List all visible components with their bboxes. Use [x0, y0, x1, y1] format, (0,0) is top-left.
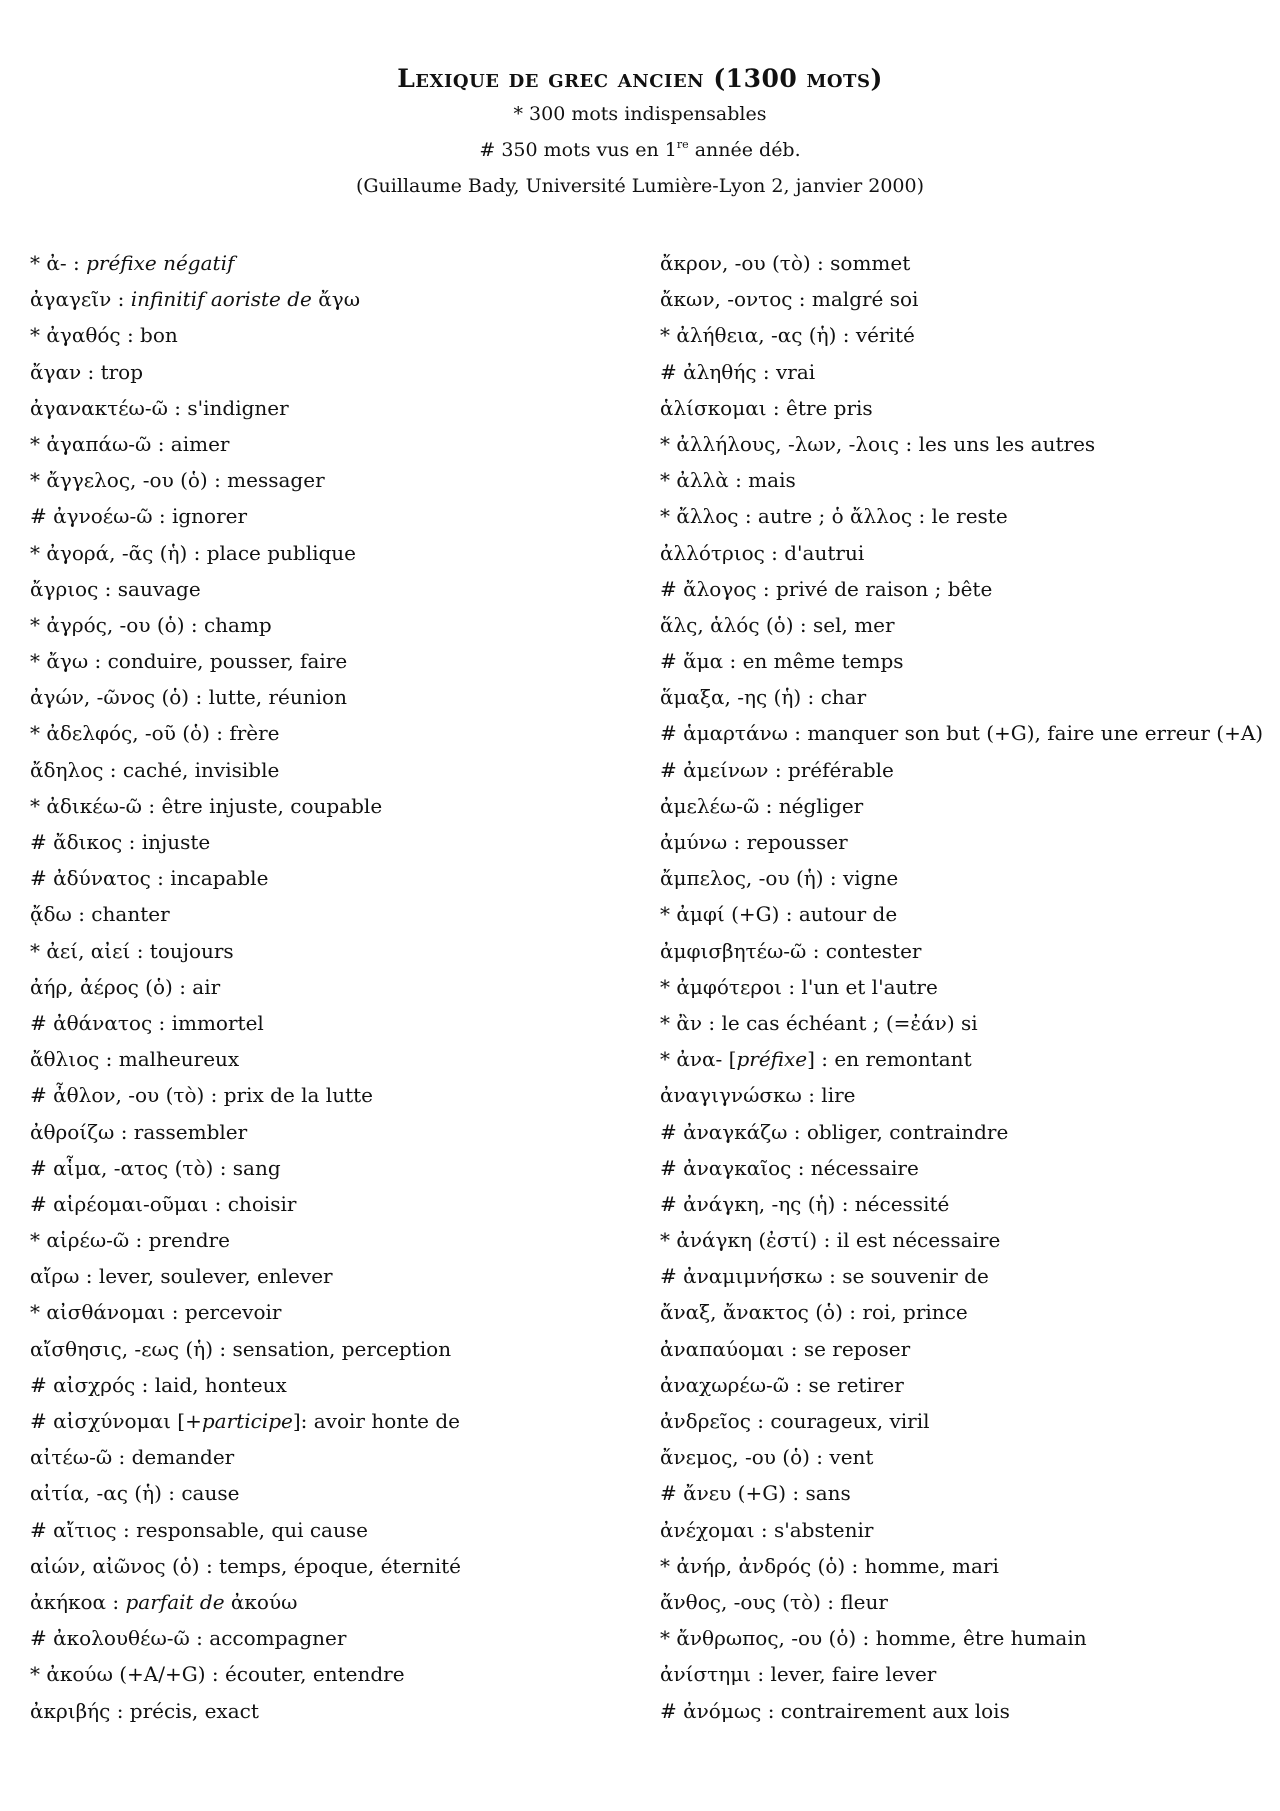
first-year-marker: #: [660, 1698, 684, 1723]
hash-legend-suffix: année déb.: [688, 139, 801, 161]
entry-text: ἀμύνω : repousser: [660, 830, 848, 854]
entry-text: ἀναμιμνήσκω : se souvenir de: [683, 1264, 989, 1289]
entry-text: ἀνα- [: [676, 1047, 737, 1072]
entry-text: ἂν : le cas échéant ; (=ἐάν) si: [676, 1010, 978, 1035]
lexicon-entry: [30, 1005, 630, 1041]
lexicon-entry: [660, 1005, 1260, 1041]
entry-text: ἀγαγεῖν :: [30, 287, 131, 312]
lexicon-entry: [30, 1548, 630, 1584]
lexicon-entry: [30, 715, 630, 751]
entry-text: ἄθλιος : malheureux: [30, 1047, 240, 1072]
entry-text: αἱρέομαι-οῦμαι : choisir: [53, 1191, 297, 1216]
entry-text: ἀνδρεῖος : courageux, viril: [660, 1409, 930, 1433]
entry-text: ἄναξ, ἄνακτος (ὁ) : roi, prince: [660, 1300, 968, 1325]
first-year-marker: #: [660, 1155, 684, 1180]
essential-marker: *: [660, 323, 677, 348]
lexicon-entry: [30, 390, 630, 426]
entry-text: ἀλήθεια, -ας (ἡ) : vérité: [676, 323, 915, 348]
entry-text: ἀναγκαῖος : nécessaire: [683, 1155, 919, 1180]
entry-text: ἅλς, ἁλός (ὁ) : sel, mer: [660, 612, 895, 637]
lexicon-entry: [660, 1077, 1260, 1113]
lexicon-entry: [660, 1620, 1260, 1656]
lexicon-entry: [660, 1548, 1260, 1584]
entry-text: ἀνάγκη, -ης (ἡ) : nécessité: [683, 1191, 950, 1216]
entry-text: ἄγω : conduire, pousser, faire: [46, 649, 348, 674]
entry-text: ἀμείνων : préférable: [683, 757, 894, 782]
essential-marker: *: [660, 974, 677, 999]
lexicon-entry: [660, 1331, 1260, 1367]
subtitle-star-legend: * 300 mots indispensables: [513, 103, 767, 125]
essential-marker: *: [30, 431, 47, 456]
entry-text: ἀναχωρέω-ῶ : se retirer: [660, 1372, 904, 1397]
lexicon-entry: [660, 715, 1264, 751]
lexicon-entry: [30, 1403, 630, 1439]
entry-text: ἀλλότριος : d'autrui: [660, 540, 865, 565]
entry-text: ἀνάγκη (ἐστί) : il est nécessaire: [676, 1228, 1001, 1253]
lexicon-entry: [30, 1222, 630, 1258]
entry-text: αἰτία, -ας (ἡ) : cause: [30, 1481, 240, 1506]
lexicon-entry: [30, 1186, 630, 1222]
entry-text: ἀνίστημι : lever, faire lever: [660, 1662, 937, 1687]
lexicon-entry: [660, 281, 1260, 317]
first-year-marker: #: [30, 1010, 54, 1035]
entry-text: ἀναγιγνώσκω : lire: [660, 1083, 856, 1108]
essential-marker: *: [660, 902, 677, 927]
hash-legend-text: # 350 mots vus en 1: [479, 139, 677, 161]
lexicon-entry: [30, 860, 630, 896]
lexicon-entry: [660, 1150, 1260, 1186]
lexicon-entry: [660, 1584, 1260, 1620]
lexicon-entry: [30, 1367, 630, 1403]
first-year-marker: #: [30, 866, 54, 891]
entry-text: ἅμαξα, -ης (ἡ) : char: [660, 685, 867, 710]
lexicon-entry: [30, 1620, 630, 1656]
lexicon-entry: [30, 245, 630, 281]
entry-text: ἀμελέω-ῶ : négliger: [660, 793, 864, 818]
essential-marker: *: [30, 793, 47, 818]
entry-text: ἄλλος : autre ; ὁ ἄλλος : le reste: [676, 504, 1008, 529]
entry-text: ἀλλὰ : mais: [676, 468, 796, 493]
entry-text: ἄνευ (+G) : sans: [683, 1481, 851, 1506]
entry-text: ἀθάνατος : immortel: [53, 1010, 264, 1035]
entry-text: ἀγαπάω-ῶ : aimer: [46, 431, 230, 456]
entry-text-tail: ἀκούω: [224, 1589, 298, 1614]
entry-text: ἀγαθός : bon: [46, 323, 178, 348]
lexicon-entry: [660, 571, 1260, 607]
lexicon-entry: [660, 788, 1260, 824]
entry-text: ἀκριβής : précis, exact: [30, 1698, 259, 1723]
essential-marker: *: [660, 1553, 677, 1578]
lexicon-entry: [30, 462, 630, 498]
entry-text-tail: ]: avoir honte de: [292, 1409, 460, 1433]
entry-text: αἰσχρός : laid, honteux: [53, 1372, 287, 1397]
first-year-marker: #: [30, 1083, 54, 1108]
lexicon-entry: [660, 1294, 1260, 1330]
first-year-marker: #: [30, 1372, 54, 1397]
entry-text: ἄνεμος, -ου (ὁ) : vent: [660, 1445, 874, 1470]
entry-text: ἄδικος : injuste: [53, 830, 211, 854]
entry-text-tail: ἄγω: [311, 287, 361, 312]
lexicon-entry: [660, 1186, 1260, 1222]
lexicon-entry: [660, 1512, 1260, 1548]
entry-text: ἀδελφός, -οῦ (ὁ) : frère: [46, 721, 280, 746]
entry-text: αἰσχύνομαι [+: [53, 1409, 202, 1433]
entry-text: ἀναπαύομαι : se reposer: [660, 1336, 911, 1361]
first-year-marker: #: [660, 649, 684, 674]
entry-italic-note: parfait de: [125, 1589, 225, 1614]
entry-text: ἀδικέω-ῶ : être injuste, coupable: [46, 793, 383, 818]
entry-text: ἀληθής : vrai: [683, 359, 816, 384]
entry-text: ἄγαν : trop: [30, 359, 144, 384]
entry-text: ἀκήκοα :: [30, 1589, 126, 1614]
entry-text: ἀνόμως : contrairement aux lois: [683, 1698, 1010, 1723]
entry-text: ἄλογος : privé de raison ; bête: [683, 576, 993, 601]
lexicon-entry: [660, 245, 1260, 281]
entry-text: αἴσθησις, -εως (ἡ) : sensation, perception: [30, 1336, 452, 1361]
lexicon-entry: [30, 1656, 630, 1692]
lexicon-entry: [660, 643, 1260, 679]
entry-text: αἴτιος : responsable, qui cause: [53, 1517, 368, 1542]
lexicon-entry: [30, 354, 630, 390]
lexicon-entry: [30, 824, 630, 860]
entry-text: αἱρέω-ῶ : prendre: [46, 1228, 230, 1253]
lexicon-entry: [30, 1439, 630, 1475]
entry-text: ἀναγκάζω : obliger, contraindre: [683, 1119, 1009, 1144]
entry-text: ἀκολουθέω-ῶ : accompagner: [53, 1626, 347, 1651]
entry-text: αἴρω : lever, soulever, enlever: [30, 1264, 333, 1289]
first-year-marker: #: [660, 721, 684, 746]
entry-text: ἄγγελος, -ου (ὁ) : messager: [46, 468, 325, 493]
lexicon-entry: [30, 752, 630, 788]
lexicon-entry: [660, 1439, 1260, 1475]
ordinal-superscript: re: [676, 138, 689, 151]
lexicon-entry: [660, 1258, 1260, 1294]
entry-text: ἀγορά, -ᾶς (ἡ) : place publique: [46, 540, 357, 565]
lexicon-entry: [30, 498, 630, 534]
first-year-marker: #: [660, 1481, 684, 1506]
essential-marker: *: [30, 612, 47, 637]
document-header: [0, 62, 1280, 204]
essential-marker: *: [30, 721, 47, 746]
entry-italic-note: préfixe négatif: [86, 251, 235, 275]
lexicon-entry: [660, 679, 1260, 715]
first-year-marker: #: [660, 359, 684, 384]
lexicon-entry: [660, 498, 1260, 534]
lexicon-entry: [30, 933, 630, 969]
entry-text: ἀ- :: [46, 251, 87, 275]
first-year-marker: #: [660, 757, 684, 782]
entry-italic-note: préfixe: [736, 1047, 808, 1072]
lexicon-entry: [660, 860, 1260, 896]
right-column: [660, 245, 1264, 1729]
entry-text: ἆθλον, -ου (τὸ) : prix de la lutte: [53, 1083, 373, 1108]
entry-text: ἀγρός, -ου (ὁ) : champ: [46, 612, 272, 637]
essential-marker: *: [30, 323, 47, 348]
entry-text: ἁμαρτάνω : manquer son but (+G), faire une erreur (+A): [683, 721, 1264, 746]
lexicon-entry: [30, 281, 630, 317]
lexicon-entry: [30, 535, 630, 571]
first-year-marker: #: [30, 830, 54, 854]
essential-marker: *: [660, 1626, 677, 1651]
lexicon-entry: [660, 933, 1260, 969]
first-year-marker: #: [30, 1155, 54, 1180]
lexicon-entry: [30, 1584, 630, 1620]
lexicon-entry: [30, 788, 630, 824]
entry-text: ἄκρον, -ου (τὸ) : sommet: [660, 251, 911, 275]
lexicon-entry: [660, 1222, 1260, 1258]
lexicon-entry: [660, 1114, 1260, 1150]
subtitle-hash-legend: [0, 132, 1280, 168]
entry-text: ἀθροίζω : rassembler: [30, 1119, 248, 1144]
essential-marker: *: [30, 251, 47, 275]
lexicon-entry: [30, 643, 630, 679]
entry-text-tail: ] : en remontant: [807, 1047, 972, 1072]
document-title: Lexique de grec ancien (1300 mots): [397, 64, 883, 93]
entry-text: αἷμα, -ατος (τὸ) : sang: [53, 1155, 281, 1180]
lexicon-entry: [660, 1367, 1260, 1403]
lexicon-entry: [30, 426, 630, 462]
first-year-marker: #: [30, 504, 54, 529]
entry-text: ἀμφισβητέω-ῶ : contester: [660, 938, 922, 963]
entry-text: ἁλίσκομαι : être pris: [660, 395, 873, 420]
lexicon-entry: [660, 462, 1260, 498]
lexicon-entry: [30, 1294, 630, 1330]
essential-marker: *: [660, 1010, 677, 1035]
lexicon-entry: [660, 1693, 1260, 1729]
entry-text: ἄνθος, -ους (τὸ) : fleur: [660, 1589, 888, 1614]
lexicon-entry: [30, 1150, 630, 1186]
entry-text: ἀγών, -ῶνος (ὁ) : lutte, réunion: [30, 685, 347, 710]
entry-text: ἀμφί (+G) : autour de: [676, 902, 898, 927]
lexicon-entry: [660, 607, 1260, 643]
lexicon-entry: [660, 752, 1260, 788]
lexicon-entry: [30, 1077, 630, 1113]
lexicon-entry: [660, 1475, 1260, 1511]
lexicon-entry: [30, 571, 630, 607]
first-year-marker: #: [30, 1626, 54, 1651]
essential-marker: *: [660, 468, 677, 493]
lexicon-entry: [660, 426, 1260, 462]
entry-italic-note: participe: [201, 1409, 293, 1433]
lexicon-entry: [30, 317, 630, 353]
first-year-marker: #: [30, 1409, 54, 1433]
lexicon-entry: [660, 1656, 1260, 1692]
lexicon-entry: [30, 969, 630, 1005]
lexicon-entry: [660, 1041, 1260, 1077]
essential-marker: *: [660, 1047, 677, 1072]
essential-marker: *: [660, 1228, 677, 1253]
essential-marker: *: [30, 540, 47, 565]
lexicon-entry: [660, 824, 1260, 860]
entry-text: ἄκων, -οντος : malgré soi: [660, 287, 919, 312]
lexicon-entry: [30, 1114, 630, 1150]
lexicon-entry: [30, 1512, 630, 1548]
entry-text: αἰτέω-ῶ : demander: [30, 1445, 235, 1470]
essential-marker: *: [30, 1662, 47, 1687]
lexicon-entry: [30, 1041, 630, 1077]
entry-text: ἀήρ, ἀέρος (ὁ) : air: [30, 974, 221, 999]
essential-marker: *: [30, 938, 47, 963]
entry-text: ἀδύνατος : incapable: [53, 866, 269, 891]
lexicon-entry: [30, 896, 630, 932]
lexicon-entry: [30, 1693, 630, 1729]
lexicon-entry: [30, 1331, 630, 1367]
lexicon-entry: [30, 607, 630, 643]
first-year-marker: #: [660, 1264, 684, 1289]
lexicon-entry: [660, 390, 1260, 426]
entry-text: αἰών, αἰῶνος (ὁ) : temps, époque, éternité: [30, 1553, 461, 1578]
essential-marker: *: [660, 431, 677, 456]
entry-text: ἀγανακτέω-ῶ : s'indigner: [30, 395, 289, 420]
lexicon-entry: [30, 679, 630, 715]
first-year-marker: #: [660, 1191, 684, 1216]
entry-text: ἅμα : en même temps: [683, 649, 904, 674]
first-year-marker: #: [30, 1517, 54, 1542]
entry-text: ᾄδω : chanter: [30, 902, 170, 927]
entry-text: ἄμπελος, -ου (ἡ) : vigne: [660, 866, 899, 891]
entry-text: ἀμφότεροι : l'un et l'autre: [676, 974, 938, 999]
entry-text: αἰσθάνομαι : percevoir: [46, 1300, 282, 1325]
entry-italic-note: infinitif aoriste de: [130, 287, 312, 312]
document-attribution: (Guillaume Bady, Université Lumière-Lyon 2, janvier 2000): [355, 175, 925, 197]
entry-text: ἀκούω (+A/+G) : écouter, entendre: [46, 1662, 405, 1687]
first-year-marker: #: [660, 576, 684, 601]
entry-text: ἀγνοέω-ῶ : ignorer: [53, 504, 248, 529]
entry-text: ἄγριος : sauvage: [30, 576, 201, 601]
essential-marker: *: [30, 468, 47, 493]
first-year-marker: #: [30, 1191, 54, 1216]
essential-marker: *: [30, 649, 47, 674]
entry-text: ἀεί, αἰεί : toujours: [46, 938, 234, 963]
lexicon-entry: [660, 969, 1260, 1005]
entry-text: ἀνέχομαι : s'abstenir: [660, 1517, 874, 1542]
entry-text: ἀνήρ, ἀνδρός (ὁ) : homme, mari: [676, 1553, 999, 1578]
entry-text: ἄδηλος : caché, invisible: [30, 757, 280, 782]
lexicon-entry: [30, 1258, 630, 1294]
lexicon-entry: [660, 535, 1260, 571]
lexicon-entry: [660, 896, 1260, 932]
lexicon-entry: [660, 1403, 1260, 1439]
lexicon-entry: [660, 354, 1260, 390]
entry-text: ἄνθρωπος, -ου (ὁ) : homme, être humain: [676, 1626, 1087, 1651]
first-year-marker: #: [660, 1119, 684, 1144]
essential-marker: *: [660, 504, 677, 529]
essential-marker: *: [30, 1300, 47, 1325]
left-column: [30, 245, 630, 1729]
entry-text: ἀλλήλους, -λων, -λοις : les uns les autres: [676, 431, 1096, 456]
lexicon-entry: [660, 317, 1260, 353]
essential-marker: *: [30, 1228, 47, 1253]
lexicon-entry: [30, 1475, 630, 1511]
